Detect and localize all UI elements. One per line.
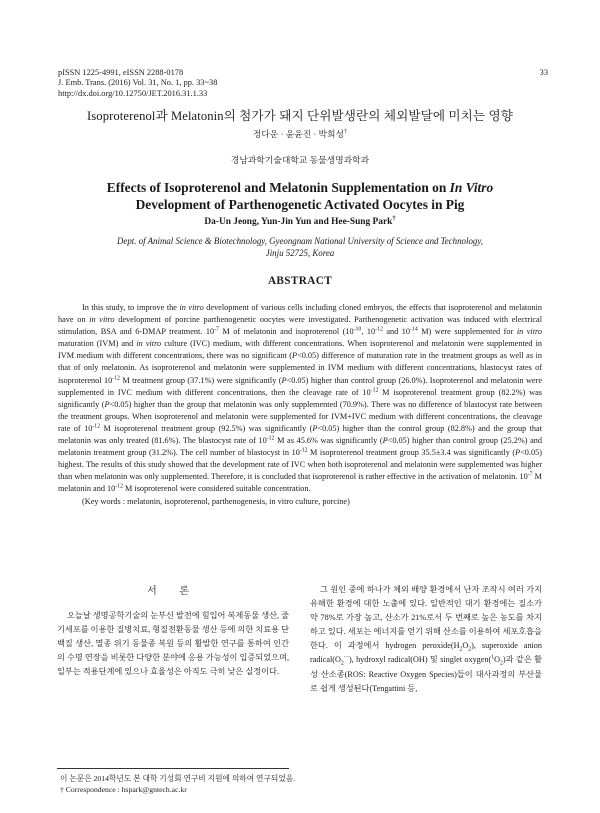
correspondence-note: † Correspondence : hspark@gntech.ac.kr — [60, 785, 187, 794]
keywords-line: (Key words : melatonin, isoproterenol, parthenogenesis, in vitro culture, porcine) — [82, 496, 350, 506]
english-corresponding-mark: † — [392, 214, 396, 222]
intro-right-column — [310, 583, 542, 696]
korean-authors-names: 정다운 · 윤윤진 · 박희성 — [252, 129, 345, 139]
footnotes — [60, 773, 540, 795]
intro-heading: 서 론 — [147, 586, 199, 597]
abstract-body — [58, 302, 542, 508]
english-title-italic: In Vitro — [449, 180, 494, 195]
corresponding-mark: † — [344, 129, 348, 136]
doi-link[interactable]: http://dx.doi.org/10.12750/JET.2016.31.1.33 — [58, 88, 208, 98]
english-title-part2: Development of Parthenogenetic Activated Oocytes in Pig — [135, 196, 465, 212]
english-title — [40, 180, 560, 213]
affiliation-line-2: Jinju 52725, Korea — [265, 247, 335, 258]
intro-left-column — [57, 585, 289, 680]
intro-right-paragraph: 그 원인 중에 하나가 체외 배양 환경에서 난자 조작시 여러 가지 유해한 환경에 대한 노출에 있다. 일반적인 대기 환경에는 질소가 약 78%로 가장 높고, 산소가 21%로서 두 번째로 높은 농도를 차지하고 있다. 세포는 에너지를 얻기 위해 산소를 이용하여 세포호흡을 한다. 이 과정에서 hydrogen $peroxide(H_2O_2)$, superoxide anion $radical(O_2^{\cdot-})$, hydroxyl radical(OH) 및 singlet $oxygen(^1O_2)$과 같은 활성 산소종(ROS: Reactive Oxygen Species)들이 대사과정의 부산물로 쉽게 생성된다(Tengattini 등, — [310, 585, 542, 693]
citation-line: J. Emb. Trans. (2016) Vol. 31, No. 1, pp. 33~38 — [58, 78, 218, 88]
funding-note: 이 논문은 2014학년도 본 대학 기성회 연구비 지원에 의하여 연구되었음. — [60, 774, 296, 783]
english-authors — [0, 214, 600, 227]
abstract-heading: ABSTRACT — [267, 275, 333, 287]
intro-left-paragraph: 오늘날 생명공학기술의 눈부신 발전에 힘입어 복제동물 생산, 줄기세포를 이용한 질병치료, 형질전환동물 생산 등에 의한 치료용 단백질 생산, 멸종 위기 동물종 복원 등의 활발한 연구를 통하여 인간의 수명 연장을 비롯한 다양한 분야에 응용 가능성이 입증되었으며, 일부는 적용단계에 있으나 효율성은 아직도 극히 낮은 실정이다. — [57, 611, 290, 677]
english-title-part1: Effects of Isoproterenol and Melatonin Supplementation on — [106, 180, 450, 195]
korean-affiliation: 경남과학기술대학교 동물생명과학과 — [230, 155, 370, 165]
issn-line: pISSN 1225-4991, eISSN 2288-0178 — [58, 68, 184, 77]
affiliation-line-1: Dept. of Animal Science & Biotechnology, Gyeongnam National University of Science and Technology, — [116, 236, 484, 246]
english-authors-names: Da-Un Jeong, Yun-Jin Yun and Hee-Sung Park — [204, 217, 393, 227]
footnote-divider — [57, 768, 289, 769]
english-affiliation — [70, 236, 530, 259]
page-number: 33 — [539, 68, 548, 77]
korean-authors — [0, 127, 600, 140]
journal-header — [58, 68, 548, 99]
abstract-paragraph: In this study, to improve the in vitro development of various cells including cloned embryos, the effects that isoproterenol and melatonin have on in vitro development of porcine parthenogenetic oocytes were investigated. Parthenogenetic activation was induced with electrical stimulation, BSA and 6-DMAP treatment. $10^{-7}$ M of melatonin and isoproterenol ($10^{-10}$, $10^{-12}$ and $10^{-14}$ M) were supplemented for in vitro maturation (IVM) and in vitro culture (IVC) medium, with different concentrations. When isoproterenol and melatonin were supplemented in IVM medium with different concentrations, there was no significant (P<0.05) difference of maturation rate in the treatment groups as well as in that of only melatonin. As isoproterenol and melatonin were supplemented in IVM medium with different concentrations, blastocyst rates of isoproterenol $10^{-12}$ M treatment group (37.1%) were significantly (P<0.05) higher than control group (26.0%). Isoproterenol and melatonin were supplemented in IVC medium with different concentrations, then the cleavage rate of $10^{-12}$ M isoproterenol treatment group (82.2%) was significantly (P<0.05) higher than the group that melatonin was only supplemented (70.9%). There was no difference of blastocyst rate between the treatment groups. When isoproterenol and melatonin were supplemented for IVM+IVC medium with different concentrations, the cleavage rate of $10^{-12}$ M isoproterenol treatment group (92.5%) was significantly (P<0.05) higher than the control group (82.8%) and the group that melatonin was only treated (81.6%). The blastocyst rate of $10^{-12}$ M as 45.6% was significantly (P<0.05) higher than control group (25.2%) and melatonin treatment group (31.2%). The cell number of blastocyst in $10^{-12}$ M isoproterenol treatment group 35.5±3.4 was significantly (P<0.05) highest. The results of this study showed that the development rate of IVC when both isoproterenol and melatonin were supplemented was higher than when melatonin was only supplemented. Therefore, it is concluded that isoproterenol is rather effective in the activation of melatonin. $10^{-7}$ M melatonin and $10^{-12}$ M isoproterenol were considered suitable concentration. — [58, 303, 543, 494]
korean-title: Isoproterenol과 Melatonin의 첨가가 돼지 단위발생란의 체외발달에 미치는 영향 — [87, 109, 513, 123]
